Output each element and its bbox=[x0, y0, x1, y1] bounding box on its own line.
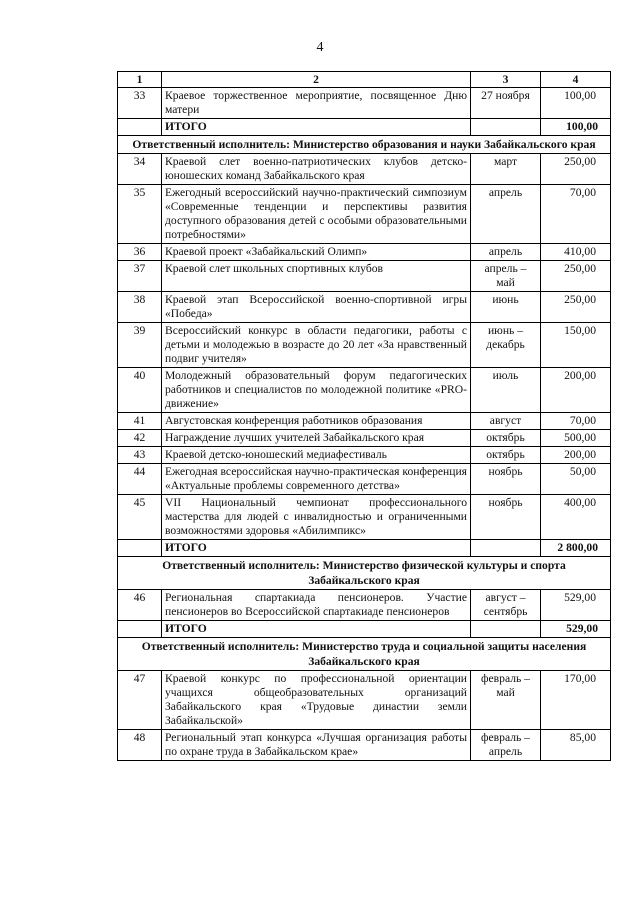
event-name: Ежегодная всероссийская научно-практическая конференция «Актуальные проблемы современного детства» bbox=[162, 464, 471, 495]
total-label: ИТОГО bbox=[162, 540, 471, 557]
total-label: ИТОГО bbox=[162, 621, 471, 638]
event-amount: 200,00 bbox=[541, 447, 611, 464]
event-name: Краевое торжественное мероприятие, посвященное Дню матери bbox=[162, 88, 471, 119]
event-amount: 70,00 bbox=[541, 413, 611, 430]
event-date: февраль – май bbox=[471, 671, 541, 730]
row-number: 41 bbox=[118, 413, 162, 430]
event-amount: 250,00 bbox=[541, 261, 611, 292]
row-number: 43 bbox=[118, 447, 162, 464]
table-row bbox=[118, 323, 611, 368]
total-amount: 529,00 bbox=[541, 621, 611, 638]
event-amount: 170,00 bbox=[541, 671, 611, 730]
header-cell: 1 bbox=[118, 72, 162, 88]
row-number: 46 bbox=[118, 590, 162, 621]
event-name: Августовская конференция работников образования bbox=[162, 413, 471, 430]
table-row bbox=[118, 430, 611, 447]
header-row bbox=[118, 72, 611, 88]
total-row bbox=[118, 540, 611, 557]
section-header bbox=[118, 136, 611, 154]
total-row bbox=[118, 621, 611, 638]
row-number: 39 bbox=[118, 323, 162, 368]
event-name: Награждение лучших учителей Забайкальского края bbox=[162, 430, 471, 447]
event-date: июль bbox=[471, 368, 541, 413]
event-name: Ежегодный всероссийский научно-практический симпозиум «Современные тенденции и перспективы развития доступного образования детей с особыми образовательными потребностями» bbox=[162, 185, 471, 244]
event-date: июнь – декабрь bbox=[471, 323, 541, 368]
event-name: Краевой конкурс по профессиональной ориентации учащихся общеобразовательных организаций Забайкальского края «Трудовые династии земли Забайкальской» bbox=[162, 671, 471, 730]
event-amount: 200,00 bbox=[541, 368, 611, 413]
row-number: 38 bbox=[118, 292, 162, 323]
row-number: 37 bbox=[118, 261, 162, 292]
total-amount: 2 800,00 bbox=[541, 540, 611, 557]
event-name: Региональный этап конкурса «Лучшая организация работы по охране труда в Забайкальском крае» bbox=[162, 730, 471, 761]
event-date: март bbox=[471, 154, 541, 185]
row-number: 44 bbox=[118, 464, 162, 495]
row-number: 40 bbox=[118, 368, 162, 413]
row-number: 45 bbox=[118, 495, 162, 540]
row-number: 35 bbox=[118, 185, 162, 244]
event-amount: 85,00 bbox=[541, 730, 611, 761]
events-table bbox=[117, 71, 611, 761]
table-row bbox=[118, 671, 611, 730]
event-date: июнь bbox=[471, 292, 541, 323]
total-row bbox=[118, 119, 611, 136]
event-name: Краевой этап Всероссийской военно-спортивной игры «Победа» bbox=[162, 292, 471, 323]
event-amount: 150,00 bbox=[541, 323, 611, 368]
event-name: Краевой проект «Забайкальский Олимп» bbox=[162, 244, 471, 261]
event-date: апрель bbox=[471, 244, 541, 261]
event-date: октябрь bbox=[471, 447, 541, 464]
event-amount: 70,00 bbox=[541, 185, 611, 244]
header-cell: 4 bbox=[541, 72, 611, 88]
event-date: ноябрь bbox=[471, 495, 541, 540]
event-amount: 410,00 bbox=[541, 244, 611, 261]
event-name: Краевой слет школьных спортивных клубов bbox=[162, 261, 471, 292]
event-amount: 400,00 bbox=[541, 495, 611, 540]
table-row bbox=[118, 261, 611, 292]
page-number: 4 bbox=[316, 40, 324, 55]
table-row bbox=[118, 244, 611, 261]
event-name: Всероссийский конкурс в области педагогики, работы с детьми и молодежью в возрасте до 20 лет «За нравственный подвиг учителя» bbox=[162, 323, 471, 368]
table-row bbox=[118, 447, 611, 464]
row-number: 34 bbox=[118, 154, 162, 185]
row-number: 48 bbox=[118, 730, 162, 761]
event-date: апрель – май bbox=[471, 261, 541, 292]
section-header bbox=[118, 557, 611, 590]
event-amount: 100,00 bbox=[541, 88, 611, 119]
event-name: Молодежный образовательный форум педагогических работников и специалистов по молодежной политике «PRO-движение» bbox=[162, 368, 471, 413]
event-amount: 529,00 bbox=[541, 590, 611, 621]
event-date: 27 ноября bbox=[471, 88, 541, 119]
total-amount: 100,00 bbox=[541, 119, 611, 136]
table-row bbox=[118, 730, 611, 761]
table-row bbox=[118, 495, 611, 540]
table-row bbox=[118, 413, 611, 430]
event-amount: 500,00 bbox=[541, 430, 611, 447]
section-title: Ответственный исполнитель: Министерство образования и науки Забайкальского края bbox=[118, 136, 611, 154]
event-date: август – сентябрь bbox=[471, 590, 541, 621]
event-date: апрель bbox=[471, 185, 541, 244]
event-name: Региональная спартакиада пенсионеров. Участие пенсионеров во Всероссийской спартакиаде пенсионеров bbox=[162, 590, 471, 621]
row-number: 36 bbox=[118, 244, 162, 261]
table-row bbox=[118, 185, 611, 244]
event-date: август bbox=[471, 413, 541, 430]
event-name: Краевой детско-юношеский медиафестиваль bbox=[162, 447, 471, 464]
section-header bbox=[118, 638, 611, 671]
header-cell: 2 bbox=[162, 72, 471, 88]
event-date: ноябрь bbox=[471, 464, 541, 495]
table-row bbox=[118, 368, 611, 413]
event-amount: 250,00 bbox=[541, 154, 611, 185]
table-row bbox=[118, 154, 611, 185]
table-row bbox=[118, 590, 611, 621]
event-date: октябрь bbox=[471, 430, 541, 447]
table-row bbox=[118, 464, 611, 495]
section-title: Ответственный исполнитель: Министерство физической культуры и спорта Забайкальского края bbox=[118, 557, 611, 590]
row-number: 47 bbox=[118, 671, 162, 730]
table-row bbox=[118, 292, 611, 323]
event-date: февраль – апрель bbox=[471, 730, 541, 761]
event-name: VII Национальный чемпионат профессионального мастерства для людей с инвалидностью и ограниченными возможностями здоровья «Абилимпикс» bbox=[162, 495, 471, 540]
event-amount: 50,00 bbox=[541, 464, 611, 495]
event-name: Краевой слет военно-патриотических клубов детско-юношеских команд Забайкальского края bbox=[162, 154, 471, 185]
row-number: 33 bbox=[118, 88, 162, 119]
section-title: Ответственный исполнитель: Министерство труда и социальной защиты населения Забайкальского края bbox=[118, 638, 611, 671]
total-label: ИТОГО bbox=[162, 119, 471, 136]
event-amount: 250,00 bbox=[541, 292, 611, 323]
header-cell: 3 bbox=[471, 72, 541, 88]
row-number: 42 bbox=[118, 430, 162, 447]
table-row bbox=[118, 88, 611, 119]
